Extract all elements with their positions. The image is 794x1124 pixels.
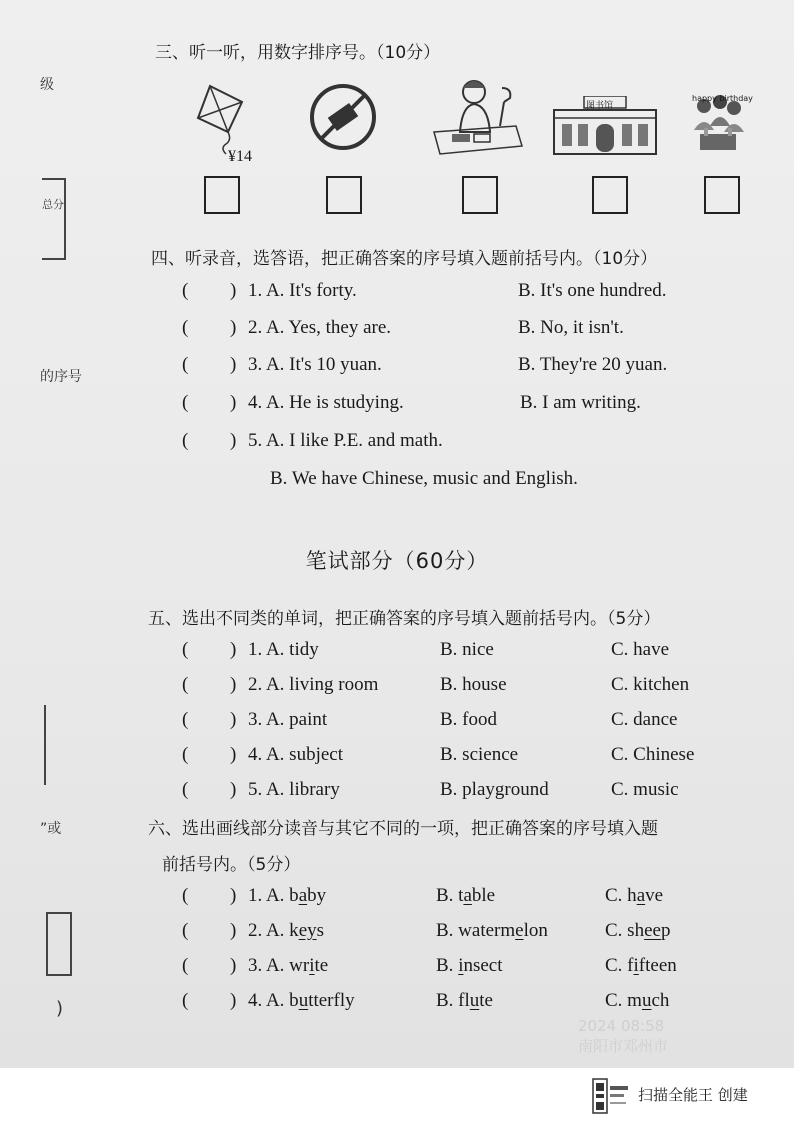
answer-bracket-open[interactable]: ( xyxy=(182,990,189,1011)
section-6-title-cont: 前括号内。（5分） xyxy=(162,855,301,875)
answer-bracket-open[interactable]: ( xyxy=(182,744,189,765)
option-a: 2. A. living room xyxy=(248,674,379,695)
answer-bracket-close: ) xyxy=(230,430,237,451)
answer-bracket-close: ) xyxy=(230,885,237,906)
option-a: 4. A. He is studying. xyxy=(248,392,404,413)
answer-bracket-close: ) xyxy=(230,280,237,301)
margin-order-label: 的序号 xyxy=(40,369,82,385)
answer-bracket-close: ) xyxy=(230,990,237,1011)
question-row xyxy=(0,744,794,772)
question-row xyxy=(0,709,794,737)
kite-price: ¥14 xyxy=(228,148,252,165)
underlined-part: i xyxy=(633,955,639,976)
question-row xyxy=(0,354,794,382)
section-5-title: 五、选出不同类的单词，把正确答案的序号填入题前括号内。（5分） xyxy=(148,609,661,629)
answer-bracket-open[interactable]: ( xyxy=(182,885,189,906)
option-a: 2. A. Yes, they are. xyxy=(248,317,392,338)
underlined-part: a xyxy=(636,885,646,906)
question-row xyxy=(0,430,794,458)
underlined-part: u xyxy=(298,990,309,1011)
scan-location: 南阳市邓州市 xyxy=(578,1037,669,1055)
question-row xyxy=(0,317,794,345)
answer-bracket-open[interactable]: ( xyxy=(182,674,189,695)
answer-box-2[interactable] xyxy=(326,176,362,214)
written-part-title: 笔试部分（60分） xyxy=(305,549,489,573)
section-3-pictures xyxy=(0,80,794,220)
answer-bracket-open[interactable]: ( xyxy=(182,709,189,730)
answer-bracket-open[interactable]: ( xyxy=(182,392,189,413)
footer-bar xyxy=(0,1068,794,1124)
option-b: B. watermelon xyxy=(436,920,548,941)
option-b: B. No, it isn't. xyxy=(518,317,624,338)
underlined-part: a xyxy=(298,885,308,906)
answer-bracket-close: ) xyxy=(230,709,237,730)
option-c: C. kitchen xyxy=(611,674,690,695)
option-c: C. have xyxy=(611,639,670,660)
question-row xyxy=(0,280,794,308)
girl-studying-icon xyxy=(430,76,526,158)
margin-or-label: ”或 xyxy=(40,821,62,837)
answer-bracket-close: ) xyxy=(230,779,237,800)
answer-bracket-close: ) xyxy=(230,674,237,695)
answer-bracket-open[interactable]: ( xyxy=(182,317,189,338)
answer-bracket-close: ) xyxy=(230,354,237,375)
app-created-label: 扫描全能王 创建 xyxy=(638,1086,748,1104)
option-c: C. sheep xyxy=(605,920,671,941)
answer-bracket-open[interactable]: ( xyxy=(182,280,189,301)
birthday-banner: happy birthday xyxy=(692,94,753,103)
margin-char: 级 xyxy=(40,77,54,93)
option-b: B. We have Chinese, music and English. xyxy=(270,468,578,489)
answer-bracket-close: ) xyxy=(230,955,237,976)
underlined-part: ee xyxy=(644,920,661,941)
option-b: B. table xyxy=(436,885,496,906)
option-b: B. insect xyxy=(436,955,503,976)
answer-bracket-close: ) xyxy=(230,392,237,413)
answer-bracket-close: ) xyxy=(230,639,237,660)
answer-bracket-open[interactable]: ( xyxy=(182,639,189,660)
option-a: 1. A. It's forty. xyxy=(248,280,357,301)
option-a: 1. A. tidy xyxy=(248,639,319,660)
underlined-part: e xyxy=(515,920,524,941)
answer-box-1[interactable] xyxy=(204,176,240,214)
scan-timestamp xyxy=(578,1016,668,1056)
question-row xyxy=(0,885,794,913)
underlined-part: u xyxy=(469,990,480,1011)
option-c: C. Chinese xyxy=(611,744,695,765)
option-b: B. It's one hundred. xyxy=(518,280,667,301)
section-3-title: 三、听一听，用数字排序号。（10分） xyxy=(155,43,441,63)
answer-bracket-open[interactable]: ( xyxy=(182,779,189,800)
answer-box-3[interactable] xyxy=(462,176,498,214)
underlined-part: a xyxy=(463,885,472,906)
option-a: 1. A. baby xyxy=(248,885,327,906)
option-a: 5. A. I like P.E. and math. xyxy=(248,430,443,451)
question-row xyxy=(0,639,794,667)
section-6-title: 六、选出画线部分读音与其它不同的一项，把正确答案的序号填入题 xyxy=(148,819,658,839)
question-row xyxy=(0,674,794,702)
underlined-part: i xyxy=(458,955,464,976)
option-b: B. science xyxy=(440,744,519,765)
margin-rule xyxy=(42,258,66,260)
option-b: B. food xyxy=(440,709,497,730)
option-b: B. house xyxy=(440,674,507,695)
question-row xyxy=(0,392,794,420)
no-phone-icon xyxy=(308,82,378,152)
underlined-part: u xyxy=(641,990,652,1011)
option-c: C. have xyxy=(605,885,664,906)
answer-bracket-close: ) xyxy=(230,744,237,765)
question-row xyxy=(0,779,794,807)
option-a: 3. A. paint xyxy=(248,709,328,730)
answer-box-5[interactable] xyxy=(704,176,740,214)
answer-bracket-close: ) xyxy=(230,920,237,941)
option-b: B. They're 20 yuan. xyxy=(518,354,668,375)
option-c: C. music xyxy=(611,779,679,800)
option-a: 3. A. write xyxy=(248,955,329,976)
option-b: B. flute xyxy=(436,990,493,1011)
score-label: 总分 xyxy=(42,198,64,211)
option-a: 3. A. It's 10 yuan. xyxy=(248,354,382,375)
underlined-part: i xyxy=(309,955,315,976)
underlined-part: ey xyxy=(298,920,317,941)
answer-bracket-open[interactable]: ( xyxy=(182,920,189,941)
option-b: B. playground xyxy=(440,779,549,800)
option-c: C. much xyxy=(605,990,670,1011)
answer-box-4[interactable] xyxy=(592,176,628,214)
scanner-app-logo-icon xyxy=(592,1078,630,1114)
option-a: 5. A. library xyxy=(248,779,340,800)
option-b: B. nice xyxy=(440,639,494,660)
library-sign: 图书馆 xyxy=(586,101,614,111)
answer-bracket-open[interactable]: ( xyxy=(182,430,189,451)
option-a: 4. A. butterfly xyxy=(248,990,355,1011)
question-row xyxy=(0,920,794,948)
question-row-continued xyxy=(0,468,794,496)
question-row xyxy=(0,990,794,1018)
question-row xyxy=(0,955,794,983)
option-c: C. fifteen xyxy=(605,955,677,976)
answer-bracket-open[interactable]: ( xyxy=(182,354,189,375)
section-4-title: 四、听录音，选答语，把正确答案的序号填入题前括号内。（10分） xyxy=(151,249,658,269)
margin-paren: ) xyxy=(56,998,64,1019)
option-b: B. I am writing. xyxy=(520,392,641,413)
option-a: 2. A. keys xyxy=(248,920,325,941)
answer-bracket-open[interactable]: ( xyxy=(182,955,189,976)
answer-bracket-close: ) xyxy=(230,317,237,338)
scan-date: 2024 08:58 xyxy=(578,1017,665,1035)
option-c: C. dance xyxy=(611,709,678,730)
option-a: 4. A. subject xyxy=(248,744,343,765)
